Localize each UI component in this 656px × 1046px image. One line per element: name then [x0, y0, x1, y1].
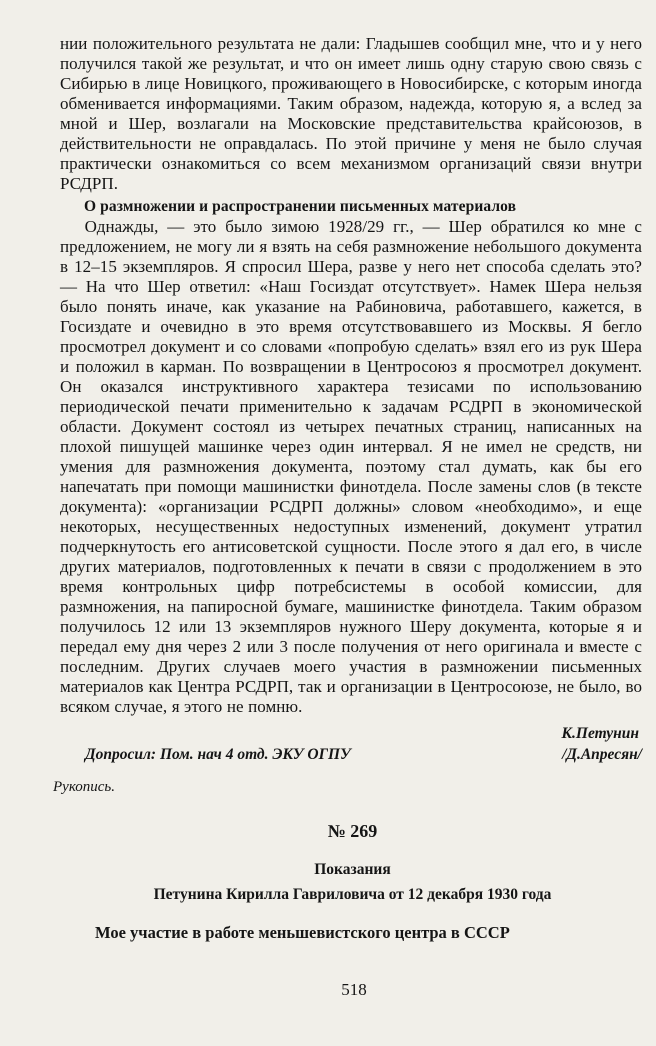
interrogator-signature: /Д.Апресян/	[562, 746, 642, 763]
subheading: О размножении и распространении письменных материалов	[84, 198, 517, 215]
book-page	[53, 34, 642, 1034]
interrogated-by: Допросил: Пом. нач 4 отд. ЭКУ ОГПУ	[85, 746, 351, 763]
source-note: Рукопись.	[53, 779, 115, 795]
document-kind: Показания	[314, 861, 391, 878]
document-title: Петунина Кирилла Гавриловича от 12 декабря 1930 года	[153, 886, 552, 903]
section-title: Мое участие в работе меньшевистского центра в СССР	[95, 923, 510, 942]
paragraph-intro: нии положительного результата не дали: Гладышев сообщил мне, что и у него получился такой же результат, и что он имеет лишь одну старую свою связь с Сибирью в лице Новицкого, проживающего в Новосибирске, с которым иногда обменивается информациями. Таким образом, надежда, которую я, а вслед за мной и Шер, возлагали на Московские представительства крайсоюзов, в действительности не оправдалась. По этой причине у меня не было случая практически ознакомиться со всем механизмом организаций связи внутри РСДРП.	[60, 34, 642, 193]
signature: К.Петунин	[561, 725, 639, 742]
paragraph-main: Однажды, — это было зимою 1928/29 гг., — Шер обратился ко мне с предложением, не могу ли я взять на себя размножение небольшого документа в 12–15 экземпляров. Я спросил Шера, разве у него нет способа сделать это? — На что Шер ответил: «Наш Госиздат отсутствует». Намек Шера нельзя было понять иначе, как указание на Рабиновича, работавшего, кажется, в Госиздате и очевидно в это время отсутствовавшего из Москвы. Я бегло просмотрел документ и со словами «попробую сделать» взял его из рук Шера и положил в карман. По возвращении в Центросоюз я просмотрел документ. Он оказался инструктивного характера тезисами по использованию периодической печати применительно к задачам РСДРП в экономической области. Документ состоял из четырех печатных страниц, написанных на плохой пишущей машинке через один интервал. Я не имел не средств, ни умения для размножения документа, поэтому стал думать, как бы его напечатать при помощи машинистки финотдела. После замены слов (в тексте документа): «организации РСДРП должны» словом «необходимо», и еще некоторых, несущественных недоступных изменений, документ утратил подчеркнутость его антисоветской сущности. После этого я дал его, в числе других материалов, подготовленных к печати в связи с продолжением в это время контрольных цифр потребсистемы в особой комиссии, для размножения, на папиросной бумаге, машинистке финотдела. Таким образом получилось 12 или 13 экземпляров нужного Шеру документа, которые я и передал ему дня через 2 или 3 после получения от него оригинала и вместе с последним. Других случаев моего участия в размножении письменных материалов как Центра РСДРП, так и организации в Центросоюзе, не было, во всяком случае, я этого не помню.	[60, 217, 642, 716]
page-number: 518	[341, 980, 367, 999]
interrogated-line	[60, 744, 642, 766]
document-number: № 269	[327, 821, 378, 841]
